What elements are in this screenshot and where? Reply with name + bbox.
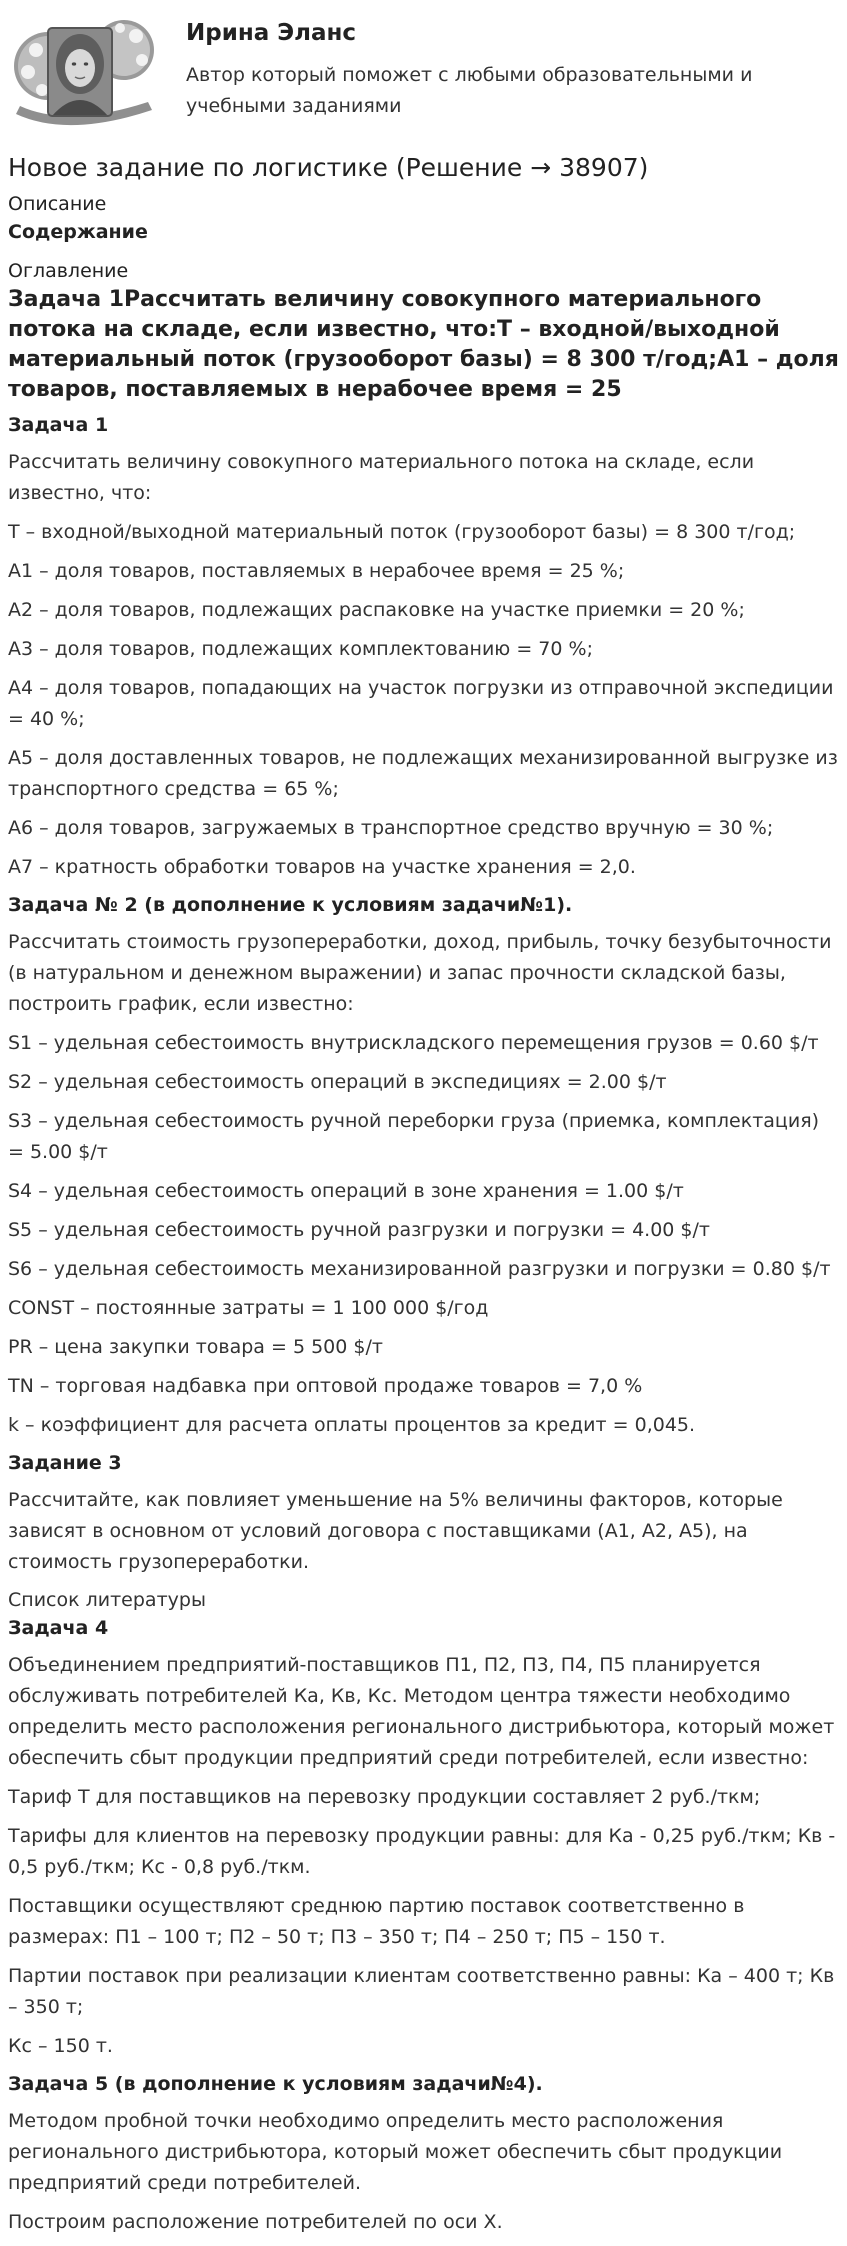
bibliography-label: Список литературы <box>8 1589 206 1611</box>
toc-label: Оглавление <box>8 260 129 282</box>
task-4-paragraph: Тариф Т для поставщиков на перевозку продукции составляет 2 руб./ткм; <box>8 1786 761 1808</box>
task-4-paragraph: Партии поставок при реализации клиентам соответственно равны: Ка – 400 т; Кв – 350 т; <box>8 1965 835 2018</box>
task-2-paragraph: S4 – удельная себестоимость операций в зоне хранения = 1.00 $/т <box>8 1180 684 1202</box>
task-2-paragraph: TN – торговая надбавка при оптовой продаже товаров = 7,0 % <box>8 1375 643 1397</box>
task-2-section <box>8 891 839 1441</box>
task-2-paragraph: S6 – удельная себестоимость механизированной разгрузки и погрузки = 0.80 $/т <box>8 1258 831 1280</box>
author-avatar[interactable] <box>8 6 160 132</box>
task-2-paragraph: S2 – удельная себестоимость операций в экспедициях = 2.00 $/т <box>8 1071 667 1093</box>
task-2-paragraph: k – коэффициент для расчета оплаты процентов за кредит = 0,045. <box>8 1414 696 1436</box>
task-5-paragraph: Методом пробной точки необходимо определить место расположения регионального дистрибьютора, который может обеспечить сбыт продукции предприятий среди потребителей. <box>8 2110 783 2194</box>
contents-heading: Содержание <box>8 221 148 243</box>
task-2-heading: Задача № 2 (в дополнение к условиям задачи№1). <box>8 894 573 916</box>
task-1-paragraph: А6 – доля товаров, загружаемых в транспортное средство вручную = 30 %; <box>8 817 774 839</box>
task-4-paragraph: Поставщики осуществляют среднюю партию поставок соответственно в размерах: П1 – 100 т; П2 – 50 т; П3 – 350 т; П4 – 250 т; П5 – 150 т. <box>8 1895 745 1948</box>
task-1-paragraph: Т – входной/выходной материальный поток (грузооборот базы) = 8 300 т/год; <box>8 521 796 543</box>
task-1-paragraph: А5 – доля доставленных товаров, не подлежащих механизированной выгрузке из транспортного средства = 65 %; <box>8 747 838 800</box>
task-1-section <box>8 411 839 883</box>
task-2-paragraph: CONST – постоянные затраты = 1 100 000 $/год <box>8 1297 489 1319</box>
film-reel-avatar-icon <box>8 6 160 132</box>
task-1-paragraph: А3 – доля товаров, подлежащих комплектованию = 70 %; <box>8 638 593 660</box>
task-5-paragraph: Построим расположение потребителей по оси Х. <box>8 2211 503 2233</box>
task-1-paragraph: А7 – кратность обработки товаров на участке хранения = 2,0. <box>8 856 636 878</box>
task-1-paragraph: Рассчитать величину совокупного материального потока на складе, если известно, что: <box>8 451 755 504</box>
author-card <box>8 0 839 146</box>
task-1-paragraph: А2 – доля товаров, подлежащих распаковке на участке приемки = 20 %; <box>8 599 745 621</box>
page-title: Новое задание по логистике (Решение → 38907) <box>8 153 649 182</box>
task-1-heading: Задача 1 <box>8 414 109 436</box>
task-1-paragraph: А4 – доля товаров, попадающих на участок погрузки из отправочной экспедиции = 40 %; <box>8 677 834 730</box>
task-2-paragraph: S1 – удельная себестоимость внутрискладского перемещения грузов = 0.60 $/т <box>8 1032 819 1054</box>
task-2-paragraph: S3 – удельная себестоимость ручной переборки груза (приемка, комплектация) = 5.00 $/т <box>8 1110 820 1163</box>
task-4-heading: Задача 4 <box>8 1617 109 1639</box>
task-4-paragraph: Объединением предприятий-поставщиков П1, П2, П3, П4, П5 планируется обслуживать потребителей Ка, Кв, Кс. Методом центра тяжести необходимо определить место расположения регионального дистрибьютора, который может обеспечить сбыт продукции предприятий среди потребителей, если известно: <box>8 1654 835 1769</box>
task-2-paragraph: Рассчитать стоимость грузопереработки, доход, прибыль, точку безубыточности (в натуральном и денежном выражении) и запас прочности складской базы, построить график, если известно: <box>8 931 832 1015</box>
task-3-heading: Задание 3 <box>8 1452 122 1474</box>
task-4-section <box>8 1614 839 2062</box>
author-name[interactable]: Ирина Эланс <box>186 20 357 46</box>
task-3-section <box>8 1449 839 1578</box>
task-4-paragraph: Тарифы для клиентов на перевозку продукции равны: для Ка - 0,25 руб./ткм; Кв - 0,5 руб./ткм; Кс - 0,8 руб./ткм. <box>8 1825 836 1878</box>
task-5-section <box>8 2070 839 2238</box>
task-3-paragraph: Рассчитайте, как повлияет уменьшение на 5% величины факторов, которые зависят в основном от условий договора с поставщиками (А1, А2, А5), на стоимость грузопереработки. <box>8 1489 783 1573</box>
description-label: Описание <box>8 193 107 215</box>
task-2-paragraph: S5 – удельная себестоимость ручной разгрузки и погрузки = 4.00 $/т <box>8 1219 710 1241</box>
task-5-heading: Задача 5 (в дополнение к условиям задачи№4). <box>8 2073 543 2095</box>
task-1-paragraph: А1 – доля товаров, поставляемых в нерабочее время = 25 %; <box>8 560 625 582</box>
author-description: Автор который поможет с любыми образовательными и учебными заданиями <box>186 64 753 117</box>
main-task-title: Задача 1Рассчитать величину совокупного материального потока на складе, если известно, что:Т – входной/выходной материальный поток (грузооборот базы) = 8 300 т/год;А1 – доля товаров, поставляемых в нерабочее время = 25 <box>8 287 839 402</box>
task-2-paragraph: PR – цена закупки товара = 5 500 $/т <box>8 1336 383 1358</box>
task-4-paragraph: Кс – 150 т. <box>8 2035 113 2057</box>
author-info <box>186 6 839 122</box>
